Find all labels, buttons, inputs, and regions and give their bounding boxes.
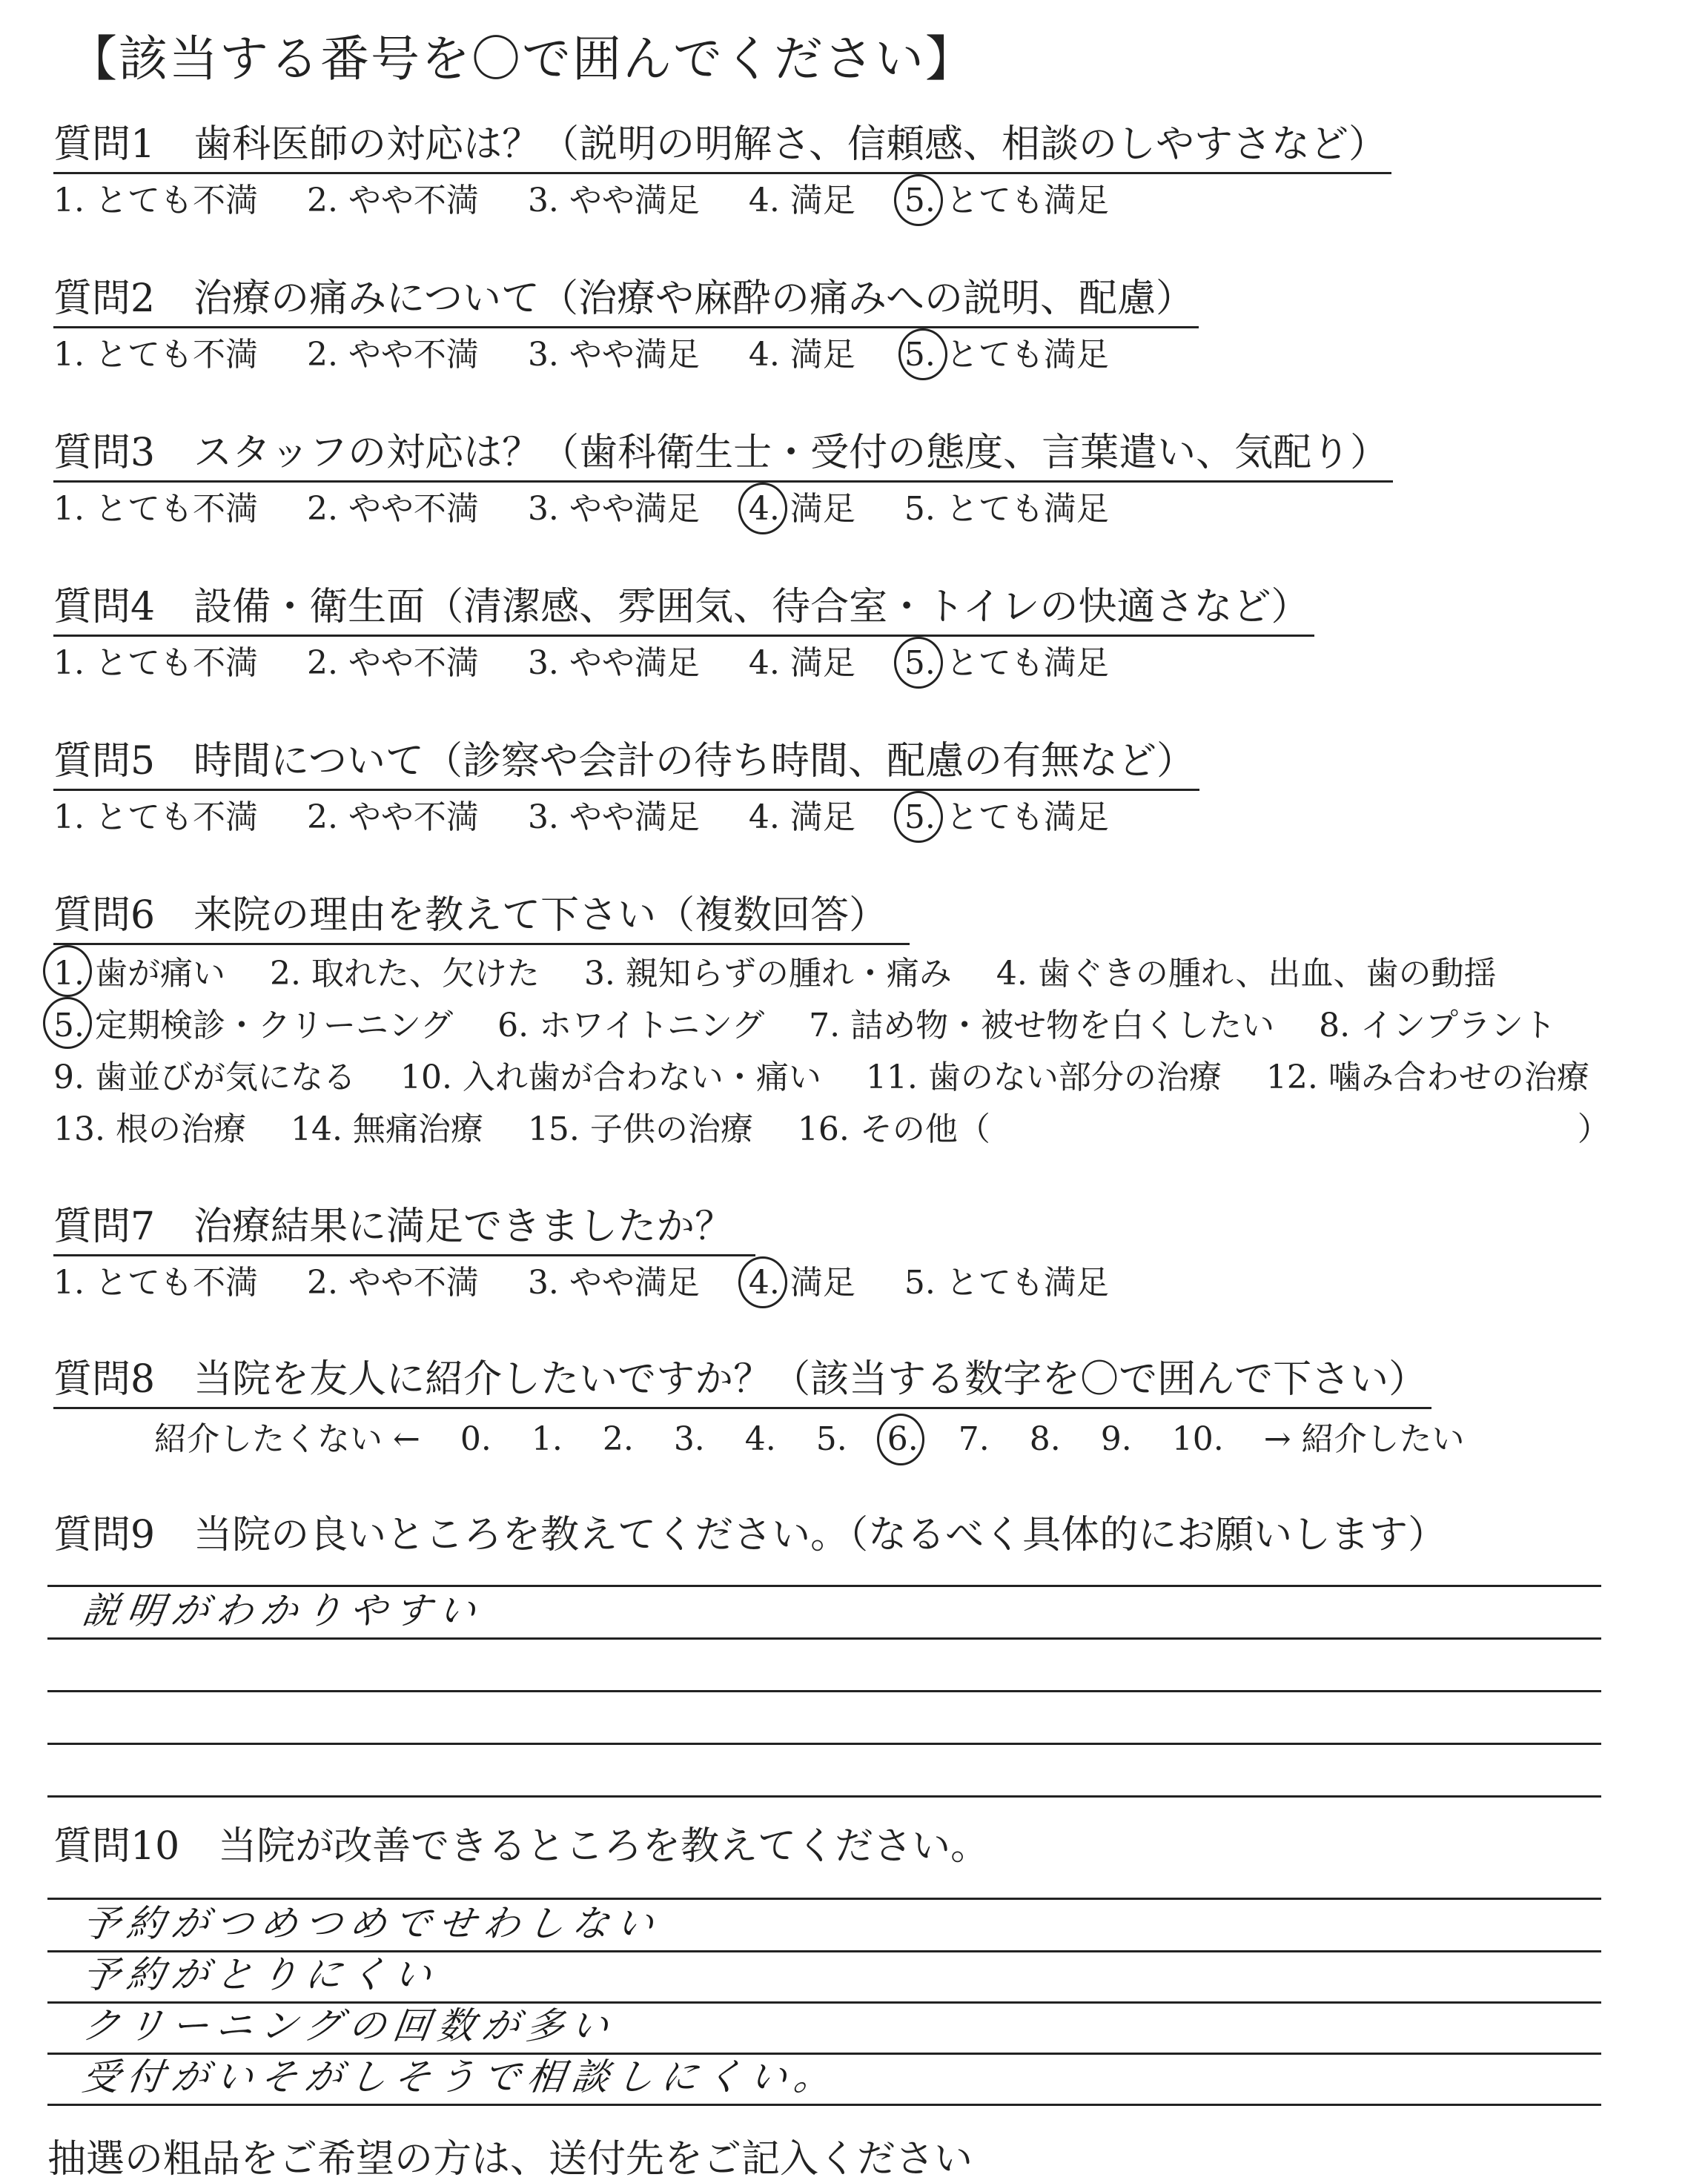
- q6-option-9[interactable]: 9. 歯並びが気になる: [53, 1059, 356, 1096]
- q8-scale-3[interactable]: 3.: [673, 1420, 705, 1458]
- question-2-options: [53, 331, 1199, 379]
- q6-row-2: [53, 1000, 1644, 1052]
- question-4-options: [53, 640, 1314, 687]
- q3-option-5[interactable]: 5. とても満足: [904, 490, 1109, 528]
- question-5-title: 質問5 時間について（診察や会計の待ち時間、配慮の有無など）: [53, 735, 1199, 791]
- question-5-options: [53, 794, 1199, 841]
- question-5: [53, 735, 1199, 841]
- q2-option-1[interactable]: 1. とても不満: [53, 336, 258, 374]
- q2-option-4[interactable]: 4. 満足: [748, 336, 855, 374]
- q3-option-4-circled[interactable]: 4. 満足: [749, 486, 855, 533]
- q7-option-1[interactable]: 1. とても不満: [53, 1264, 258, 1302]
- q9-answer-lines: [47, 1555, 1601, 1798]
- q5-option-3[interactable]: 3. やや満足: [527, 798, 700, 836]
- q5-option-1[interactable]: 1. とても不満: [53, 798, 258, 836]
- q7-option-2[interactable]: 2. やや不満: [306, 1264, 479, 1302]
- q8-right-label: → 紹介したい: [1263, 1420, 1465, 1458]
- q6-option-8[interactable]: 8. インプラント: [1319, 1007, 1557, 1044]
- q6-option-13[interactable]: 13. 根の治療: [53, 1110, 246, 1148]
- q8-scale-1[interactable]: 1.: [531, 1420, 563, 1458]
- q10-answer-line-4[interactable]: [47, 2055, 1601, 2106]
- q5-option-4[interactable]: 4. 満足: [748, 798, 855, 836]
- question-1: [53, 119, 1391, 225]
- q8-scale-9[interactable]: 9.: [1100, 1420, 1132, 1458]
- q4-option-4[interactable]: 4. 満足: [748, 644, 855, 682]
- q3-option-2[interactable]: 2. やや不満: [306, 490, 479, 528]
- q1-option-5-circled[interactable]: 5. とても満足: [904, 177, 1109, 225]
- question-9-title: 質問9 当院の良いところを教えてください。（なるべく具体的にお願いします）: [53, 1513, 1447, 1557]
- q4-option-3[interactable]: 3. やや満足: [527, 644, 700, 682]
- footer-note: 抽選の粗品をご希望の方は、送付先をご記入ください: [47, 2137, 973, 2182]
- q10-handwritten-answer-1: 予約がつめつめでせわしない: [79, 1902, 664, 1945]
- question-4-title: 質問4 設備・衛生面（清潔感、雰囲気、待合室・トイレの快適さなど）: [53, 581, 1314, 637]
- q8-scale-8[interactable]: 8.: [1029, 1420, 1061, 1458]
- q8-scale-0[interactable]: 0.: [460, 1420, 491, 1458]
- q10-handwritten-answer-2: 予約がとりにくい: [79, 1953, 442, 1996]
- q6-option-3[interactable]: 3. 親知らずの腫れ・痛み: [583, 955, 952, 993]
- q3-option-1[interactable]: 1. とても不満: [53, 490, 258, 528]
- q6-option-6[interactable]: 6. ホワイトニング: [497, 1007, 765, 1044]
- q1-option-1[interactable]: 1. とても不満: [53, 182, 258, 219]
- q3-option-3[interactable]: 3. やや満足: [527, 490, 700, 528]
- question-7-options: [53, 1259, 1148, 1307]
- q2-option-2[interactable]: 2. やや不満: [306, 336, 479, 374]
- q6-option-5-circled[interactable]: 5. 定期検診・クリーニング: [53, 1000, 453, 1052]
- q8-left-label: 紹介したくない ←: [154, 1420, 420, 1458]
- q8-scale-4[interactable]: 4.: [744, 1420, 776, 1458]
- q1-option-2[interactable]: 2. やや不満: [306, 182, 479, 219]
- q7-option-4-circled[interactable]: 4. 満足: [749, 1259, 855, 1307]
- q7-option-5[interactable]: 5. とても満足: [904, 1264, 1109, 1302]
- q6-option-4[interactable]: 4. 歯ぐきの腫れ、出血、歯の動揺: [996, 955, 1497, 993]
- question-2-title: 質問2 治療の痛みについて（治療や麻酔の痛みへの説明、配慮）: [53, 273, 1199, 328]
- question-7: [53, 1201, 1148, 1307]
- q10-answer-lines: [47, 1868, 1601, 2106]
- q6-option-12[interactable]: 12. 噛み合わせの治療: [1265, 1059, 1589, 1096]
- q6-option-14[interactable]: 14. 無痛治療: [290, 1110, 483, 1148]
- question-2: [53, 273, 1199, 379]
- q4-option-1[interactable]: 1. とても不満: [53, 644, 258, 682]
- q8-scale-6-circled[interactable]: 6.: [887, 1415, 918, 1464]
- q4-option-5-circled[interactable]: 5. とても満足: [904, 640, 1109, 687]
- q6-option-10[interactable]: 10. 入れ歯が合わない・痛い: [400, 1059, 821, 1096]
- question-3: [53, 427, 1393, 533]
- q9-answer-line-2[interactable]: [47, 1640, 1601, 1692]
- q6-option-16-other[interactable]: 16. その他（ ）: [797, 1110, 1610, 1148]
- q2-option-3[interactable]: 3. やや満足: [527, 336, 700, 374]
- q7-option-3[interactable]: 3. やや満足: [527, 1264, 700, 1302]
- q8-scale-2[interactable]: 2.: [602, 1420, 634, 1458]
- question-4: [53, 581, 1314, 687]
- question-10: [53, 1821, 989, 1872]
- form-instruction-header: 【該当する番号を〇で囲んでください】: [68, 30, 976, 87]
- question-8: [53, 1354, 1494, 1464]
- question-7-title: 質問7 治療結果に満足できましたか？: [53, 1201, 755, 1256]
- q6-option-11[interactable]: 11. 歯のない部分の治療: [865, 1059, 1222, 1096]
- q10-handwritten-answer-4: 受付がいそがしそうで相談しにくい。: [79, 2056, 842, 2098]
- q2-option-5-circled[interactable]: 5. とても満足: [904, 331, 1109, 379]
- question-6-title: 質問6 来院の理由を教えて下さい（複数回答）: [53, 890, 910, 945]
- q6-row-4: [53, 1104, 1644, 1156]
- question-3-title: 質問3 スタッフの対応は？（歯科衛生士・受付の態度、言葉遣い、気配り）: [53, 427, 1393, 483]
- question-10-title: 質問10 当院が改善できるところを教えてください。: [53, 1824, 990, 1869]
- q9-answer-line-1[interactable]: [47, 1587, 1601, 1640]
- q8-scale-5[interactable]: 5.: [815, 1420, 847, 1458]
- q6-row-3: [53, 1052, 1644, 1104]
- question-6: [53, 890, 1644, 1156]
- q9-answer-line-3[interactable]: [47, 1692, 1601, 1745]
- q6-option-15[interactable]: 15. 子供の治療: [527, 1110, 753, 1148]
- question-8-title: 質問8 当院を友人に紹介したいですか？（該当する数字を〇で囲んで下さい）: [53, 1354, 1431, 1409]
- question-1-options: [53, 177, 1391, 225]
- q8-scale: [53, 1415, 1494, 1464]
- q1-option-4[interactable]: 4. 満足: [748, 182, 855, 219]
- q4-option-2[interactable]: 2. やや不満: [306, 644, 479, 682]
- q6-option-2[interactable]: 2. 取れた、欠けた: [269, 955, 540, 993]
- q1-option-3[interactable]: 3. やや満足: [527, 182, 700, 219]
- q6-option-7[interactable]: 7. 詰め物・被せ物を白くしたい: [809, 1007, 1275, 1044]
- q9-handwritten-answer-1: 説明がわかりやすい: [79, 1589, 486, 1632]
- q6-row-1: [53, 948, 1644, 1000]
- question-9: [53, 1509, 1446, 1561]
- q9-answer-line-4[interactable]: [47, 1745, 1601, 1798]
- q6-option-1-circled[interactable]: 1. 歯が痛い: [53, 948, 225, 1000]
- q8-scale-7[interactable]: 7.: [958, 1420, 990, 1458]
- question-1-title: 質問1 歯科医師の対応は？（説明の明解さ、信頼感、相談のしやすさなど）: [53, 119, 1391, 174]
- question-3-options: [53, 486, 1393, 533]
- q10-handwritten-answer-3: クリーニングの回数が多い: [79, 2004, 619, 2047]
- q8-scale-10[interactable]: 10.: [1171, 1420, 1224, 1458]
- q5-option-5-circled[interactable]: 5. とても満足: [904, 794, 1109, 841]
- q5-option-2[interactable]: 2. やや不満: [306, 798, 479, 836]
